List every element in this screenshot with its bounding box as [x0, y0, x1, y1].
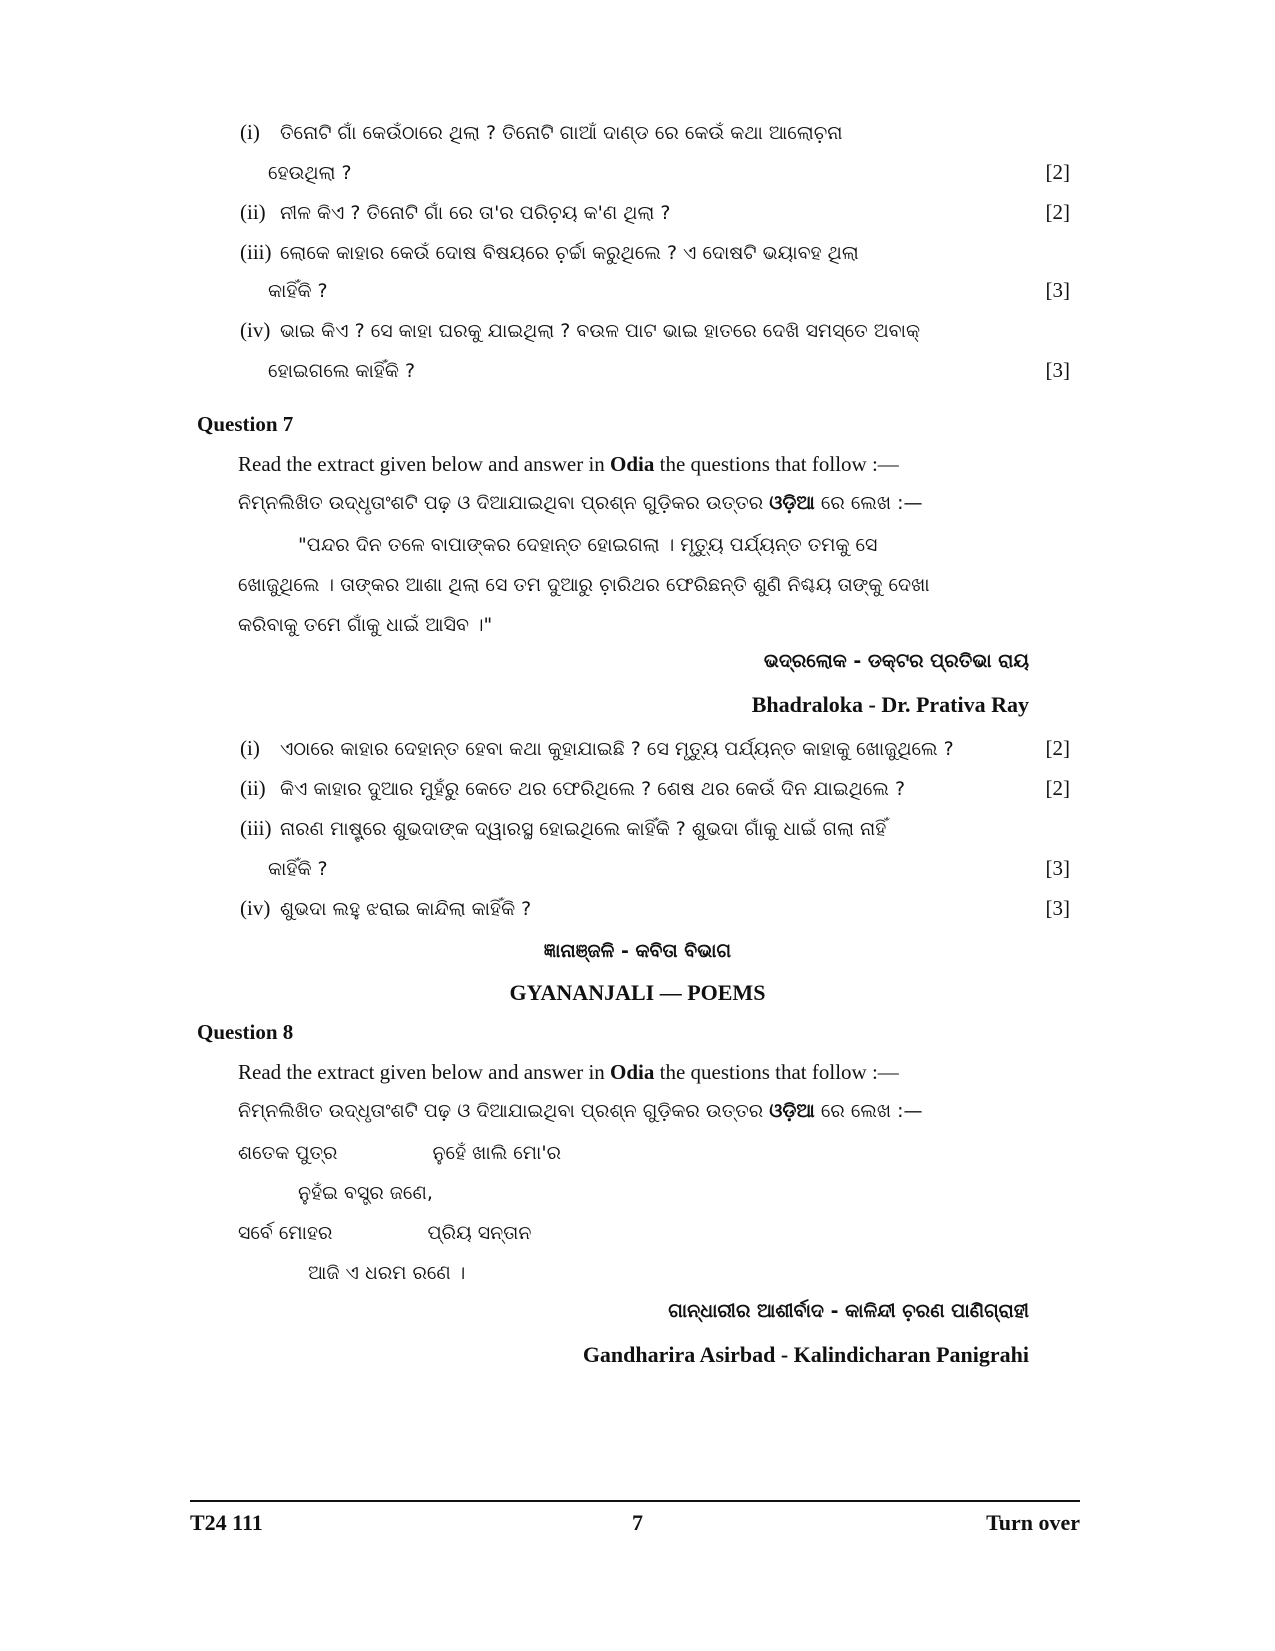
item-text: ତିନୋଟି ଗାଁ କେଉଁଠାରେ ଥିଲା ? ତିନୋଟି ଗାଆଁ ଦାଣ୍ଡ ରେ କେଉଁ କଥା ଆଲୋଚ଼ନା — [280, 122, 843, 144]
q7-item-iii — [240, 808, 1070, 849]
poem-segment: ପ୍ରିୟ ସନ୍ତାନ — [427, 1222, 532, 1244]
item-text: ନୀଳ କିଏ ? ତିନୋଟି ଗାଁ ରେ ତା'ର ପରିଚ଼ୟ କ'ଣ ଥିଲା ? — [280, 202, 671, 224]
instr-text: Read the extract given below and answer in — [238, 1060, 611, 1084]
item-number: (iii) — [240, 240, 272, 264]
item-number: (ii) — [240, 200, 266, 224]
q7-item-iv — [240, 888, 1070, 929]
q7-source-en: Bhadraloka - Dr. Prativa Ray — [751, 692, 1029, 717]
item-number: (iii) — [240, 816, 272, 840]
instr-text: Read the extract given below and answer in — [238, 452, 611, 476]
q8-source-en: Gandharira Asirbad - Kalindicharan Panigrahi — [582, 1342, 1029, 1367]
item-number: (i) — [240, 736, 260, 760]
q6-item-iii-cont — [268, 270, 1070, 311]
q8-instruction-en — [238, 1060, 899, 1085]
item-text: ଲୋକେ କାହାର କେଉଁ ଦୋଷ ବିଷୟରେ ଚ଼ର୍ଚ୍ଚା କରୁଥିଲେ ? ଏ ଦୋଷଟି ଭୟାବହ ଥିଲା — [280, 242, 859, 264]
q8-instruction-odia — [238, 1100, 923, 1122]
footer-rule — [190, 1500, 1080, 1502]
marks: [3] — [1045, 896, 1070, 920]
footer-code: T24 111 — [190, 1510, 263, 1535]
item-text: କିଏ କାହାର ଦୁଆର ମୁହଁରୁ କେତେ ଥର ଫେରିଥିଲେ ? ଶେଷ ଥର କେଉଁ ଦିନ ଯାଇଥିଲେ ? — [280, 778, 906, 800]
poem-segment: ନୁହେଁ ଖାଲି ମୋ'ର — [432, 1142, 561, 1164]
instr-text: ରେ ଲେଖ :— — [814, 492, 923, 514]
item-text: ନାରଣ ମାଷ୍ଟ୍ରେ ଶୁଭଦାଙ୍କ ଦ୍ୱାରସ୍ଥ ହୋଇଥିଲେ କାହିଁକି ? ଶୁଭଦା ଗାଁକୁ ଧାଇଁ ଗଲା ନାହିଁ — [280, 818, 887, 840]
q6-item-iv-cont — [268, 350, 1070, 391]
instr-text: the questions that follow :— — [654, 1060, 899, 1084]
instr-bold: ଓଡ଼ିଆ — [769, 492, 815, 514]
instr-bold: Odia — [610, 1060, 655, 1084]
section-heading-en: GYANANJALI — POEMS — [509, 980, 766, 1005]
q7-extract — [238, 525, 1028, 645]
q7-item-iii-cont — [268, 848, 1070, 889]
marks: [2] — [1045, 200, 1070, 224]
poem-segment: ସର୍ବେ ମୋହର — [238, 1222, 333, 1244]
poem-line — [238, 1213, 561, 1253]
section-heading-odia: ଜ୍ଞାନାଞ୍ଜଳି - କବିତା ବିଭାଗ — [543, 940, 732, 962]
instr-bold: Odia — [610, 452, 655, 476]
poem-line — [238, 1133, 561, 1173]
instr-text: ରେ ଲେଖ :— — [814, 1100, 923, 1122]
q7-item-ii — [240, 768, 1070, 809]
item-number: (i) — [240, 120, 260, 144]
item-text-cont: ହୋଇଗଲେ କାହିଁକି ? — [268, 360, 416, 382]
q7-instruction-odia — [238, 492, 923, 514]
marks: [3] — [1045, 856, 1070, 880]
item-text-cont: କାହିଁକି ? — [268, 280, 328, 302]
extract-line: ଖୋଜୁଥିଲେ । ତାଙ୍କର ଆଶା ଥିଲା ସେ ତମ ଦୁଆରୁ ଚ଼ାରିଥର ଫେରିଛନ୍ତି ଶୁଣି ନିଶ୍ଚୟ ତାଙ୍କୁ ଦେଖା — [238, 574, 930, 596]
marks: [2] — [1045, 776, 1070, 800]
q6-item-iii — [240, 232, 1070, 273]
q7-item-i — [240, 728, 1070, 769]
item-number: (ii) — [240, 776, 266, 800]
item-text: ଭାଇ କିଏ ? ସେ କାହା ଘରକୁ ଯାଇଥିଲା ? ବଉଳ ପାଟ ଭାଇ ହାତରେ ଦେଖି ସମସ୍ତେ ଅବାକ୍ — [280, 320, 921, 342]
item-text-cont: ହେଉଥିଲା ? — [268, 162, 352, 184]
item-text-cont: କାହିଁକି ? — [268, 858, 328, 880]
marks: [3] — [1045, 278, 1070, 302]
instr-text: the questions that follow :— — [654, 452, 899, 476]
footer-turn-over: Turn over — [986, 1510, 1080, 1535]
item-text: ଶୁଭଦା ଲହୁ ଝରାଇ କାନ୍ଦିଲା କାହିଁକି ? — [280, 898, 532, 920]
q6-item-ii — [240, 192, 1070, 233]
marks: [2] — [1045, 160, 1070, 184]
q8-source-odia: ଗାନ୍ଧାରୀର ଆଶୀର୍ବାଦ - କାଳିନ୍ଦୀ ଚ଼ରଣ ପାଣିଗ୍ରାହୀ — [668, 1300, 1029, 1322]
q6-item-iv — [240, 310, 1070, 351]
instr-text: ନିମ୍ନଲିଖିତ ଉଦ୍ଧୃତାଂଶଟି ପଢ଼ ଓ ଦିଆଯାଇଥିବା ପ୍ରଶ୍ନ ଗୁଡ଼ିକର ଉତ୍ତର — [238, 1100, 770, 1122]
marks: [3] — [1045, 358, 1070, 382]
item-number: (iv) — [240, 318, 271, 342]
extract-line: କରିବାକୁ ତମେ ଗାଁକୁ ଧାଇଁ ଆସିବ ।" — [238, 614, 493, 636]
footer-page-number: 7 — [632, 1510, 643, 1535]
marks: [2] — [1045, 736, 1070, 760]
extract-line: "ପନ୍ଦର ଦିନ ତଳେ ବାପାଙ୍କର ଦେହାନ୍ତ ହୋଇଗଲା । ମୃତ୍ୟୁ ପର୍ଯ୍ୟନ୍ତ ତମକୁ ସେ — [298, 534, 878, 556]
instr-bold: ଓଡ଼ିଆ — [769, 1100, 815, 1122]
poem-line: ନୁହଁଇ ବସ୍ତ୍ର ଜଣେ, — [298, 1182, 433, 1204]
question-7-heading: Question 7 — [197, 412, 294, 436]
q6-item-i — [240, 112, 1070, 153]
q7-instruction-en — [238, 452, 899, 477]
poem-segment: ଶତେକ ପୁତ୍ର — [238, 1142, 338, 1164]
question-8-heading: Question 8 — [197, 1020, 294, 1044]
poem-line: ଆଜି ଏ ଧରମ ରଣେ । — [308, 1262, 466, 1284]
q6-item-i-cont — [268, 152, 1070, 193]
q8-poem — [238, 1133, 561, 1293]
item-number: (iv) — [240, 896, 271, 920]
instr-text: ନିମ୍ନଲିଖିତ ଉଦ୍ଧୃତାଂଶଟି ପଢ଼ ଓ ଦିଆଯାଇଥିବା ପ୍ରଶ୍ନ ଗୁଡ଼ିକର ଉତ୍ତର — [238, 492, 770, 514]
item-text: ଏଠାରେ କାହାର ଦେହାନ୍ତ ହେବା କଥା କୁହାଯାଇଛି ? ସେ ମୃତ୍ୟୁ ପର୍ଯ୍ୟନ୍ତ କାହାକୁ ଖୋଜୁଥିଲେ ? — [280, 738, 954, 760]
q7-source-odia: ଭଦ୍ରଲୋକ - ଡକ୍ଟର ପ୍ରତିଭା ରାୟ — [763, 650, 1029, 672]
